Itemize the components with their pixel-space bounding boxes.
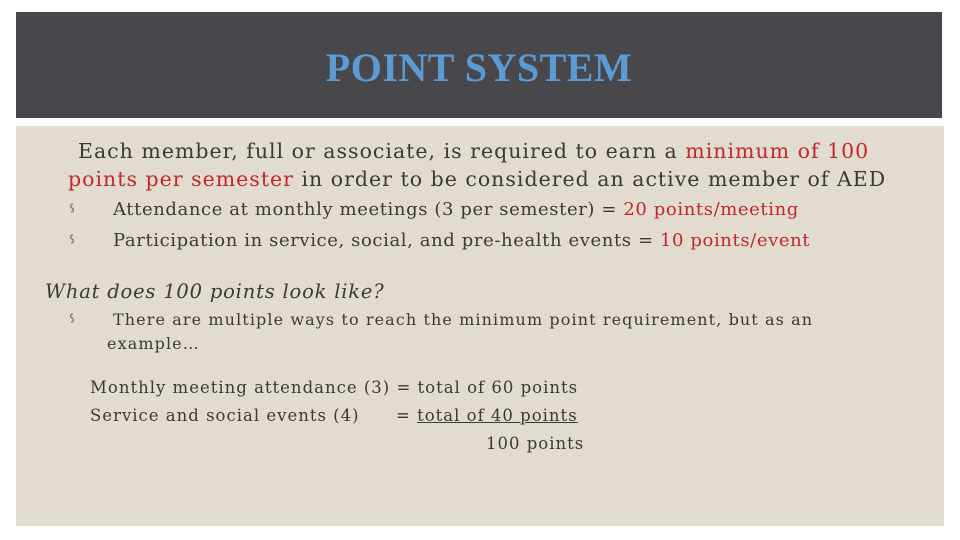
bullet-item [113,199,799,220]
bullet-icon [68,203,77,219]
calc-subtotal: total of 40 points [417,406,578,425]
bullet-icon [68,313,77,329]
intro-highlight: minimum of 100 [685,139,870,163]
bullet-icon [68,234,77,250]
slide-title: POINT SYSTEM [325,45,633,90]
intro-text: Each member, full or associate, is required to earn a [78,139,686,163]
example-line-1: There are multiple ways to reach the minimum point requirement, but as an [113,310,814,329]
calc-row-1: Monthly meeting attendance (3) = total of 60 points [90,378,579,397]
calc-total: 100 points [486,434,585,453]
bullet-item [113,230,810,251]
intro-line-2 [68,165,886,193]
bullet-highlight: 10 points/event [659,230,811,251]
example-line-2: example… [107,334,200,353]
question-heading: What does 100 points look like? [45,280,385,303]
intro-line-1 [78,137,869,165]
calc-row-2-value [396,406,578,425]
bullet-text: Participation in service, social, and pre-health events = [113,230,660,251]
calc-equals: = [396,406,418,425]
bullet-highlight: 20 points/meeting [623,199,799,220]
intro-highlight: points per semester [68,167,294,191]
intro-text: in order to be considered an active member of AED [293,167,887,191]
calc-row-2-label: Service and social events (4) [90,406,360,425]
bullet-text: Attendance at monthly meetings (3 per semester) = [113,199,624,220]
title-bar [16,12,942,118]
